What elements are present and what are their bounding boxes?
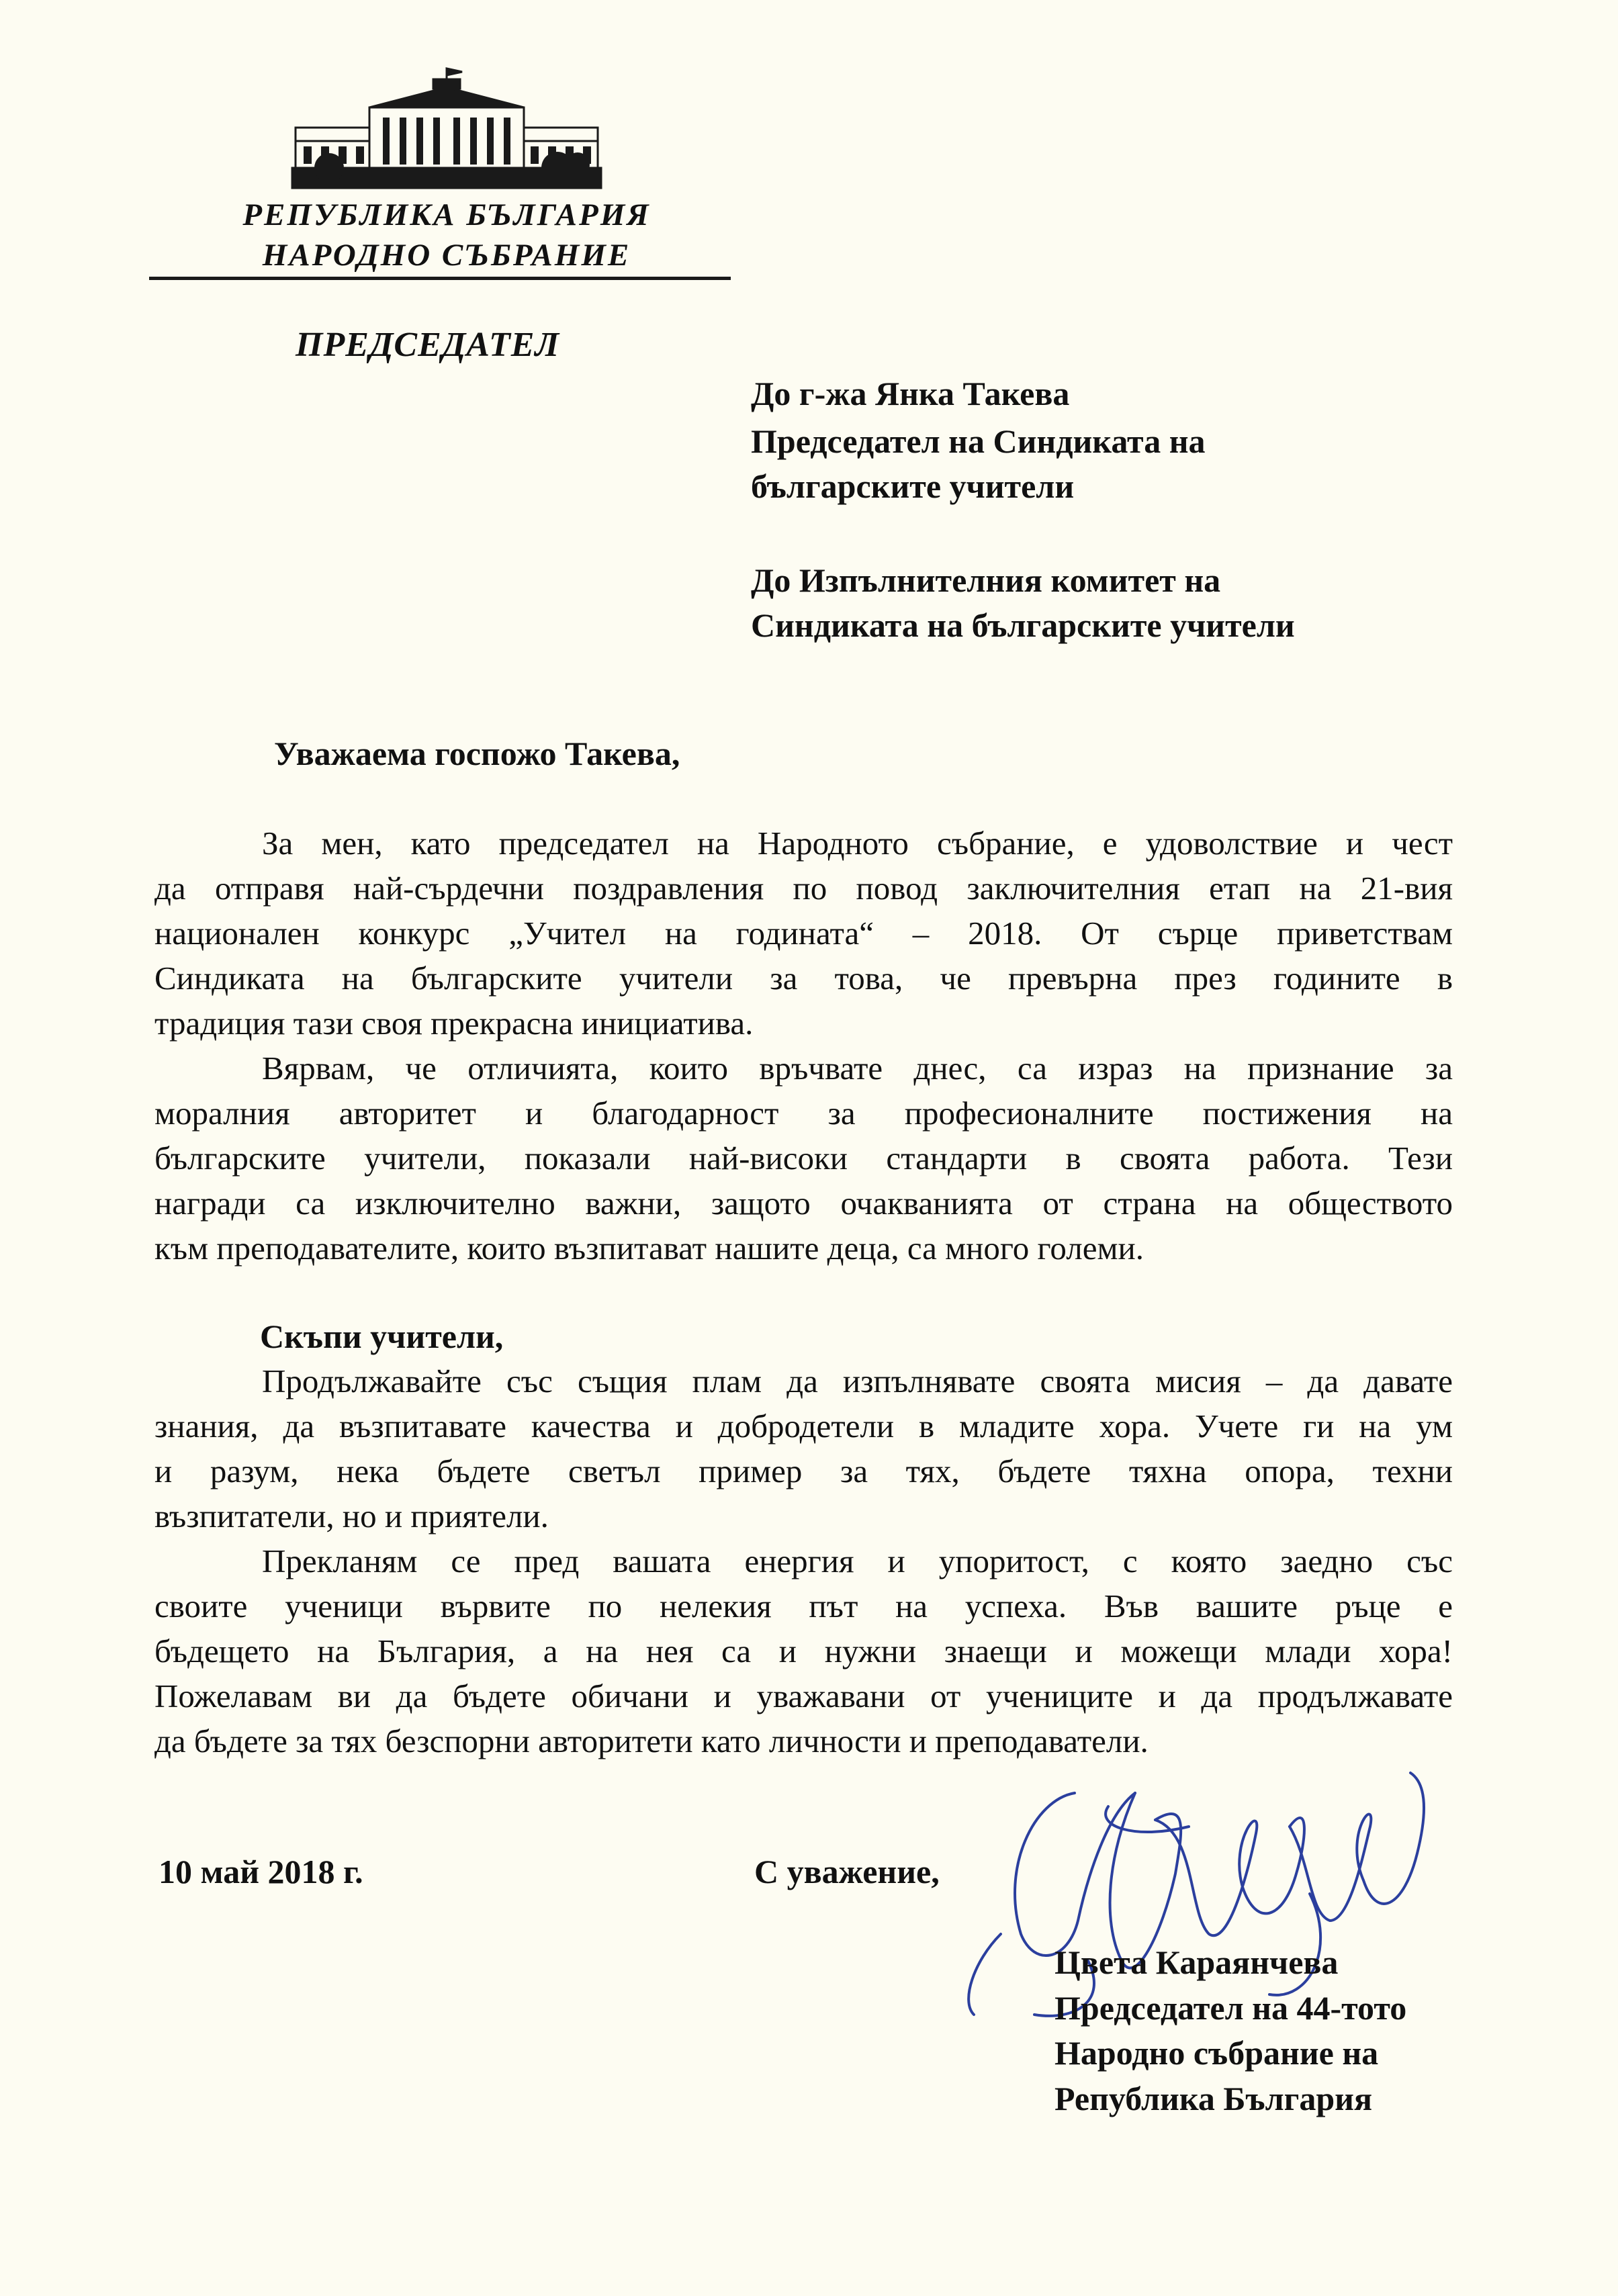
body-line: Синдиката на българските учители за това, че превърна през годините в	[154, 960, 1453, 997]
body-line: българските учители, показали най-високи стандарти в своята работа. Тези	[154, 1140, 1453, 1177]
letterhead-divider	[149, 277, 731, 280]
body-line: и разум, нека бъдете светъл пример за тях, бъдете тяхна опора, техни	[154, 1453, 1453, 1489]
body-line: Пожелавам ви да бъдете обичани и уважавани от учениците и да продължавате	[154, 1678, 1453, 1714]
organization-name-line1: РЕПУБЛИКА БЪЛГАРИЯ	[242, 197, 651, 232]
body-line: Вярвам, че отличията, които връчвате днес, са израз на признание за	[262, 1050, 1453, 1087]
body-line: да бъдете за тях безспорни авторитети като личности и преподаватели.	[154, 1723, 1149, 1759]
body-line: За мен, като председател на Народното събрание, е удоволствие и чест	[262, 825, 1453, 862]
sender-role: ПРЕДСЕДАТЕЛ	[296, 326, 560, 364]
parliament-building-emblem-icon	[289, 67, 604, 195]
subheading: Скъпи учители,	[260, 1318, 504, 1355]
addressee-line: българските учители	[751, 467, 1075, 505]
signer-title: Народно събрание на	[1054, 2034, 1379, 2072]
salutation: Уважаема госпожо Такева,	[274, 735, 680, 772]
body-line: възпитатели, но и приятели.	[154, 1498, 549, 1534]
addressee-line: Синдиката на българските учители	[751, 606, 1295, 644]
signer-title: Председател на 44-тото	[1054, 1989, 1407, 2027]
body-line: моралния авторитет и благодарност за професионалните постижения на	[154, 1095, 1453, 1132]
handwritten-signature	[934, 1719, 1457, 2028]
addressee-line: До г-жа Янка Такева	[751, 375, 1070, 412]
body-line: към преподавателите, които възпитават нашите деца, са много големи.	[154, 1230, 1144, 1267]
body-line: Прекланям се пред вашата енергия и упоритост, с която заедно със	[262, 1543, 1453, 1579]
body-line: традиция тази своя прекрасна инициатива.	[154, 1005, 754, 1042]
closing-regards: С уважение,	[754, 1853, 940, 1890]
addressee-line: До Изпълнителния комитет на	[751, 561, 1221, 599]
organization-name-line2: НАРОДНО СЪБРАНИЕ	[262, 238, 631, 273]
body-line: бъдещето на България, а на нея са и нужни знаещи и можещи млади хора!	[154, 1633, 1453, 1669]
body-line: Продължавайте със същия плам да изпълнявате своята мисия – да давате	[262, 1363, 1453, 1399]
body-line: знания, да възпитавате качества и добродетели в младите хора. Учете ги на ум	[154, 1408, 1453, 1444]
addressee-line: Председател на Синдиката на	[751, 422, 1206, 460]
signer-name: Цвета Караянчева	[1054, 1943, 1339, 1981]
body-line: национален конкурс „Учител на годината“ – 2018. От сърце приветствам	[154, 915, 1453, 952]
body-line: да отправя най-сърдечни поздравления по повод заключителния етап на 21-вия	[154, 870, 1453, 907]
letter-date: 10 май 2018 г.	[159, 1853, 363, 1890]
signer-title: Република България	[1054, 2080, 1373, 2117]
body-line: награди са изключително важни, защото очакванията от страна на обществото	[154, 1185, 1453, 1222]
body-line: своите ученици вървите по нелекия път на успеха. Във вашите ръце е	[154, 1588, 1453, 1624]
